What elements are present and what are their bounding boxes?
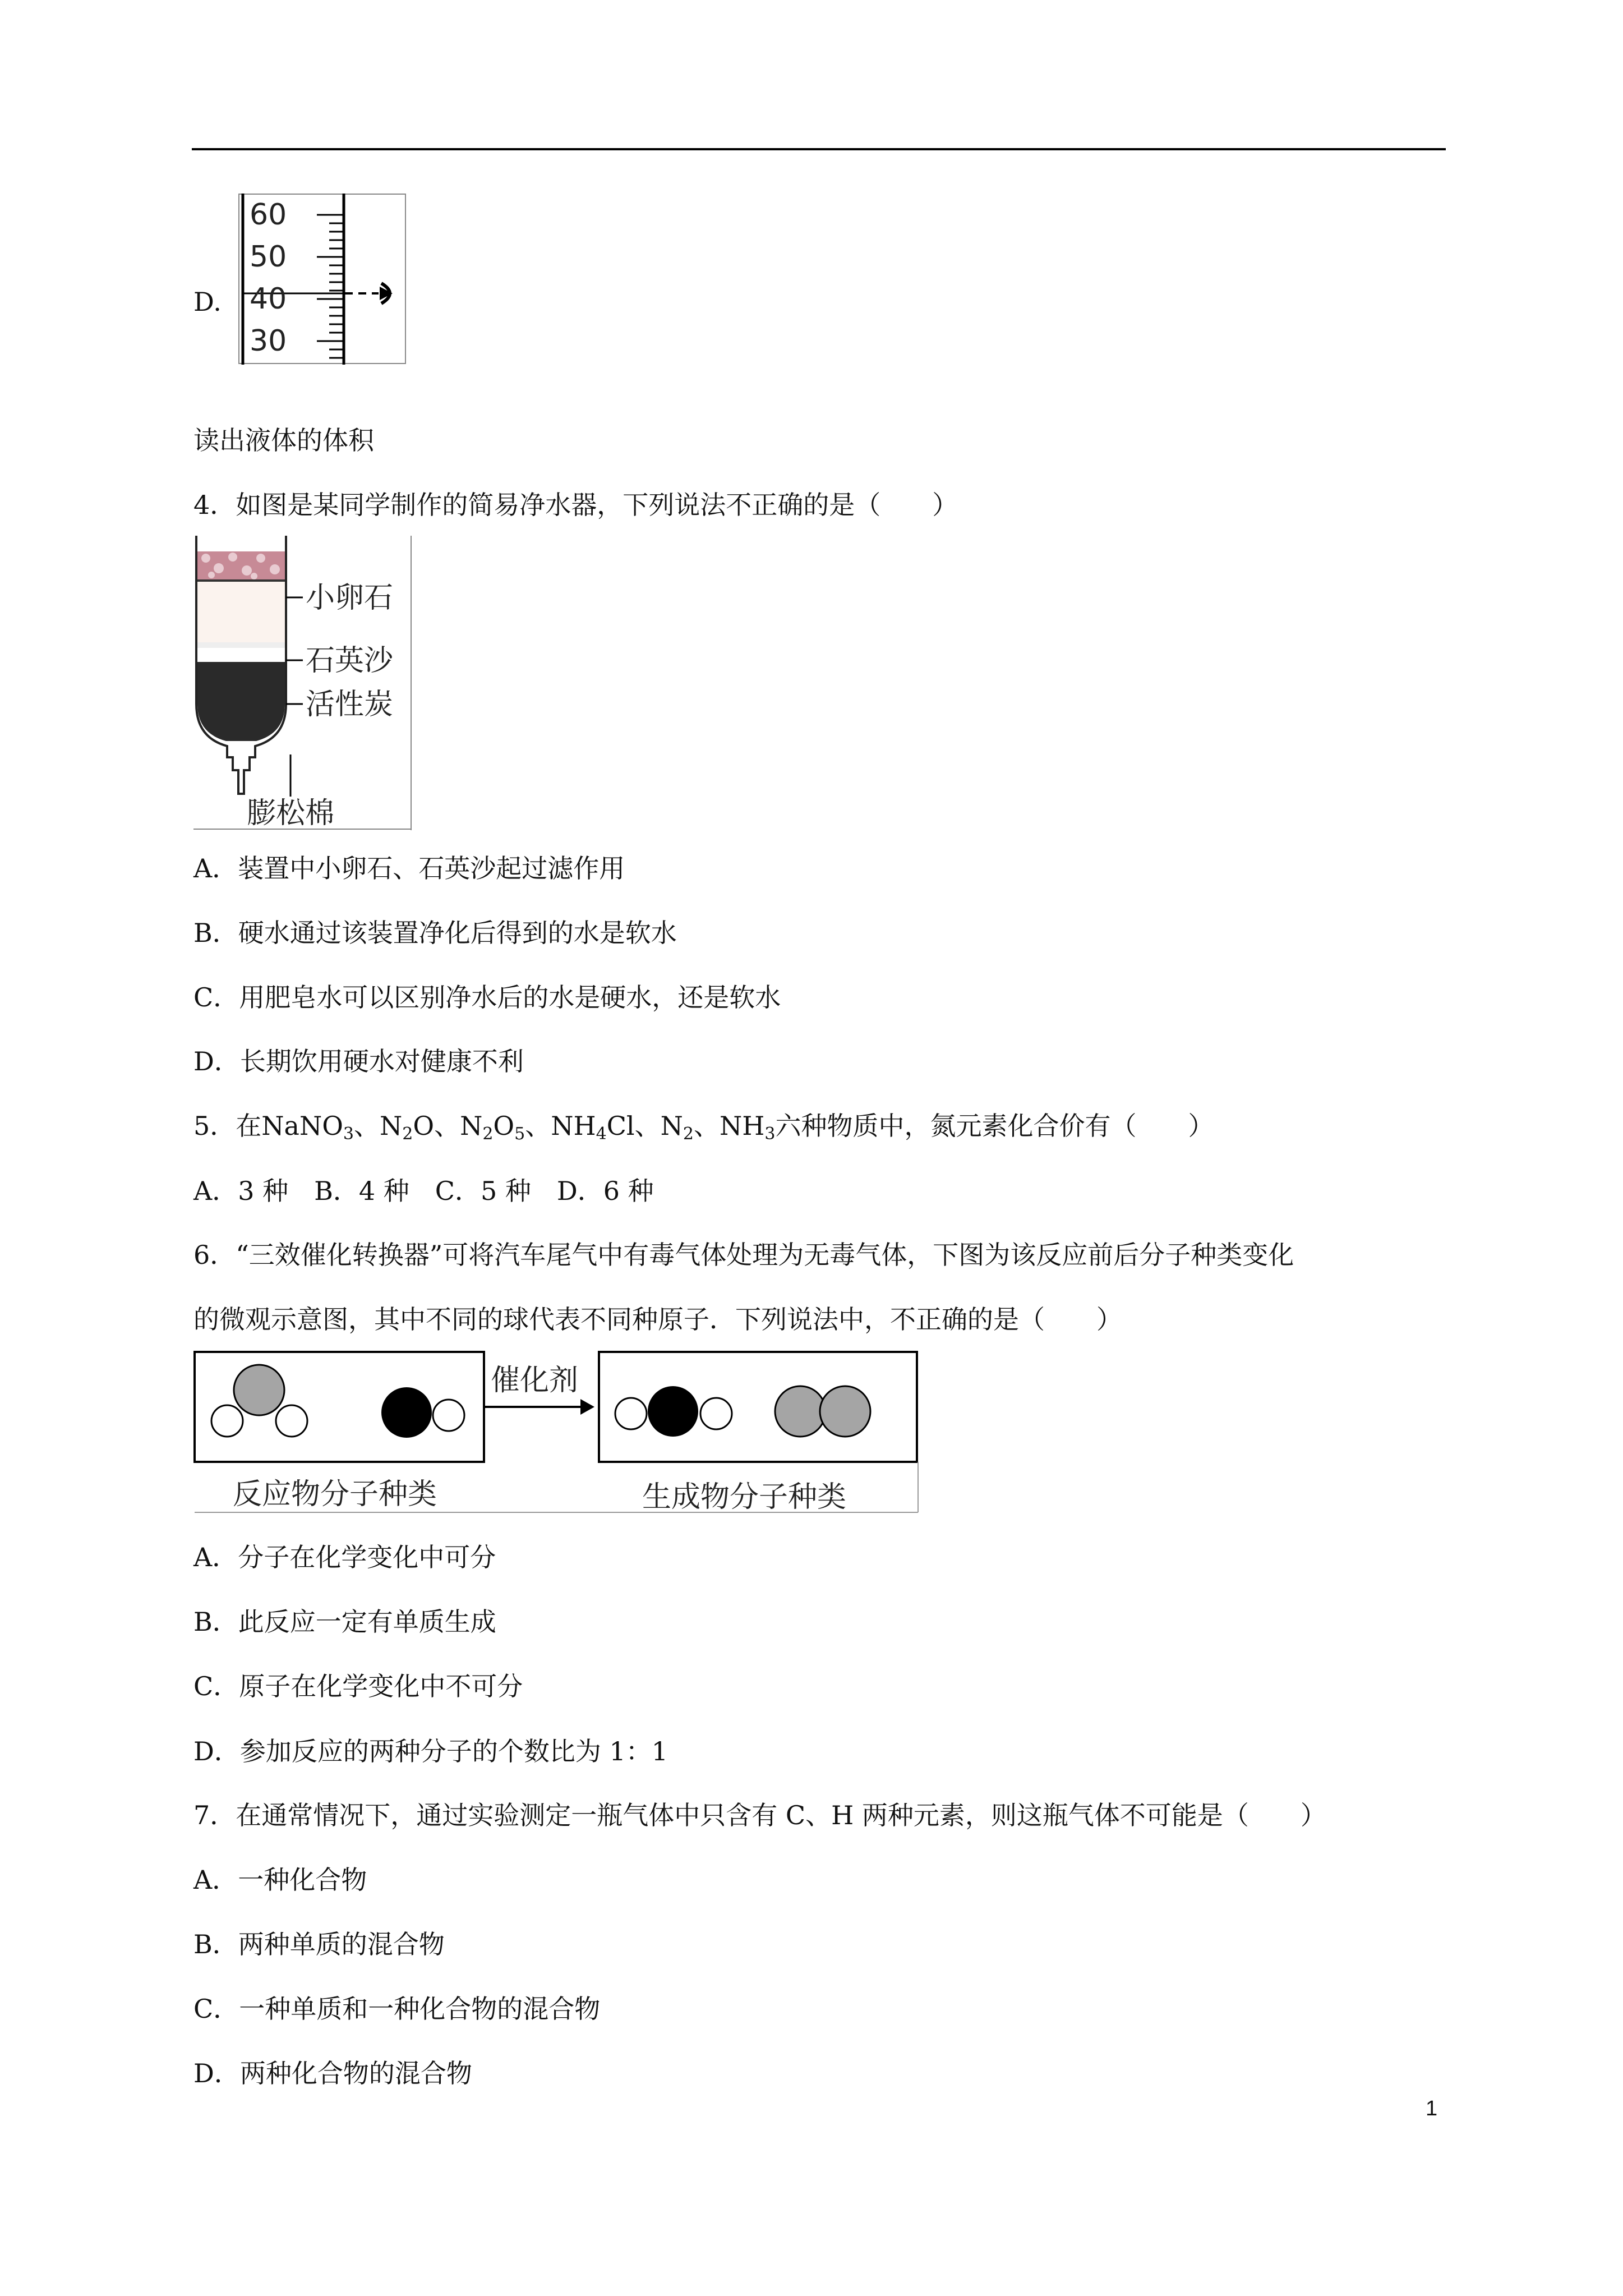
q4-option-a: A．装置中小卵石、石英沙起过滤作用 [193,853,625,884]
filter-label-activated-carbon: 活性炭 [306,688,394,721]
q4-stem: 4．如图是某同学制作的简易净水器，下列说法不正确的是（ ） [193,490,958,520]
reactants-label: 反应物分子种类 [233,1478,437,1511]
water-filter-figure [193,536,412,830]
reaction-arrow-icon [485,1399,594,1415]
q6-option-c: C．原子在化学变化中不可分 [193,1671,523,1701]
q6-option-b: B．此反应一定有单质生成 [193,1607,496,1637]
tick-label-30: 30 [250,324,287,358]
formula-n2: Cl、$N_2$ [606,1111,694,1144]
reaction-diagram-figure [193,1345,923,1513]
formula-nh3: 、$NH_3$ [693,1111,776,1144]
header-rule [192,148,1446,150]
q5-stem-suffix: 六种物质中，氮元素化合价有（ ） [775,1111,1214,1141]
q6-stem-line1: 6．“三效催化转换器”可将汽车尾气中有毒气体处理为无毒气体，下图为该反应前后分子种类变化 [193,1240,1294,1270]
q7-stem: 7．在通常情况下，通过实验测定一瓶气体中只含有 C、H 两种元素，则这瓶气体不可能是（ ） [193,1800,1326,1830]
q5-options: A．3 种 B．4 种 C．5 种 D．6 种 [193,1176,654,1206]
q7-option-b: B．两种单质的混合物 [193,1929,445,1959]
q7-option-a: A．一种化合物 [193,1865,367,1895]
filter-label-pebbles: 小卵石 [306,581,394,615]
formula-n2o: 、$N_2$ [354,1111,413,1144]
filter-label-quartz-sand: 石英沙 [306,644,394,678]
q7-option-d: D．两种化合物的混合物 [193,2058,472,2088]
graduated-cylinder-figure [238,194,407,365]
q4-option-d: D．长期饮用硬水对健康不利 [193,1046,524,1076]
formula-nh4cl: 、$NH_4$ [525,1111,607,1144]
products-label: 生成物分子种类 [642,1480,847,1513]
q5-stem-prefix: 5．在 [193,1111,262,1141]
formula-n2o5: O、$N_2O_5$ [413,1111,525,1144]
filter-label-cotton: 膨松棉 [247,797,335,830]
tick-label-60: 60 [250,198,287,232]
q4-option-c: C．用肥皂水可以区别净水后的水是硬水，还是软水 [193,982,781,1013]
q6-option-a: A．分子在化学变化中可分 [193,1542,496,1572]
page-number: 1 [1426,2097,1438,2120]
tick-label-50: 50 [250,240,287,274]
q3-option-d-caption: 读出液体的体积 [193,425,374,455]
q3-option-d-label: D. [193,287,222,317]
q6-option-d: D．参加反应的两种分子的个数比为 1：1 [193,1736,668,1766]
formula-nano3: NaNO$_3$ [261,1111,354,1144]
q6-stem-line2: 的微观示意图，其中不同的球代表不同种原子．下列说法中，不正确的是（ ） [193,1304,1122,1335]
q5-stem [193,1109,1214,1143]
catalyst-label: 催化剂 [491,1364,579,1397]
tick-label-40: 40 [250,282,287,316]
q7-option-c: C．一种单质和一种化合物的混合物 [193,1994,601,2024]
q4-option-b: B．硬水通过该装置净化后得到的水是软水 [193,918,677,948]
